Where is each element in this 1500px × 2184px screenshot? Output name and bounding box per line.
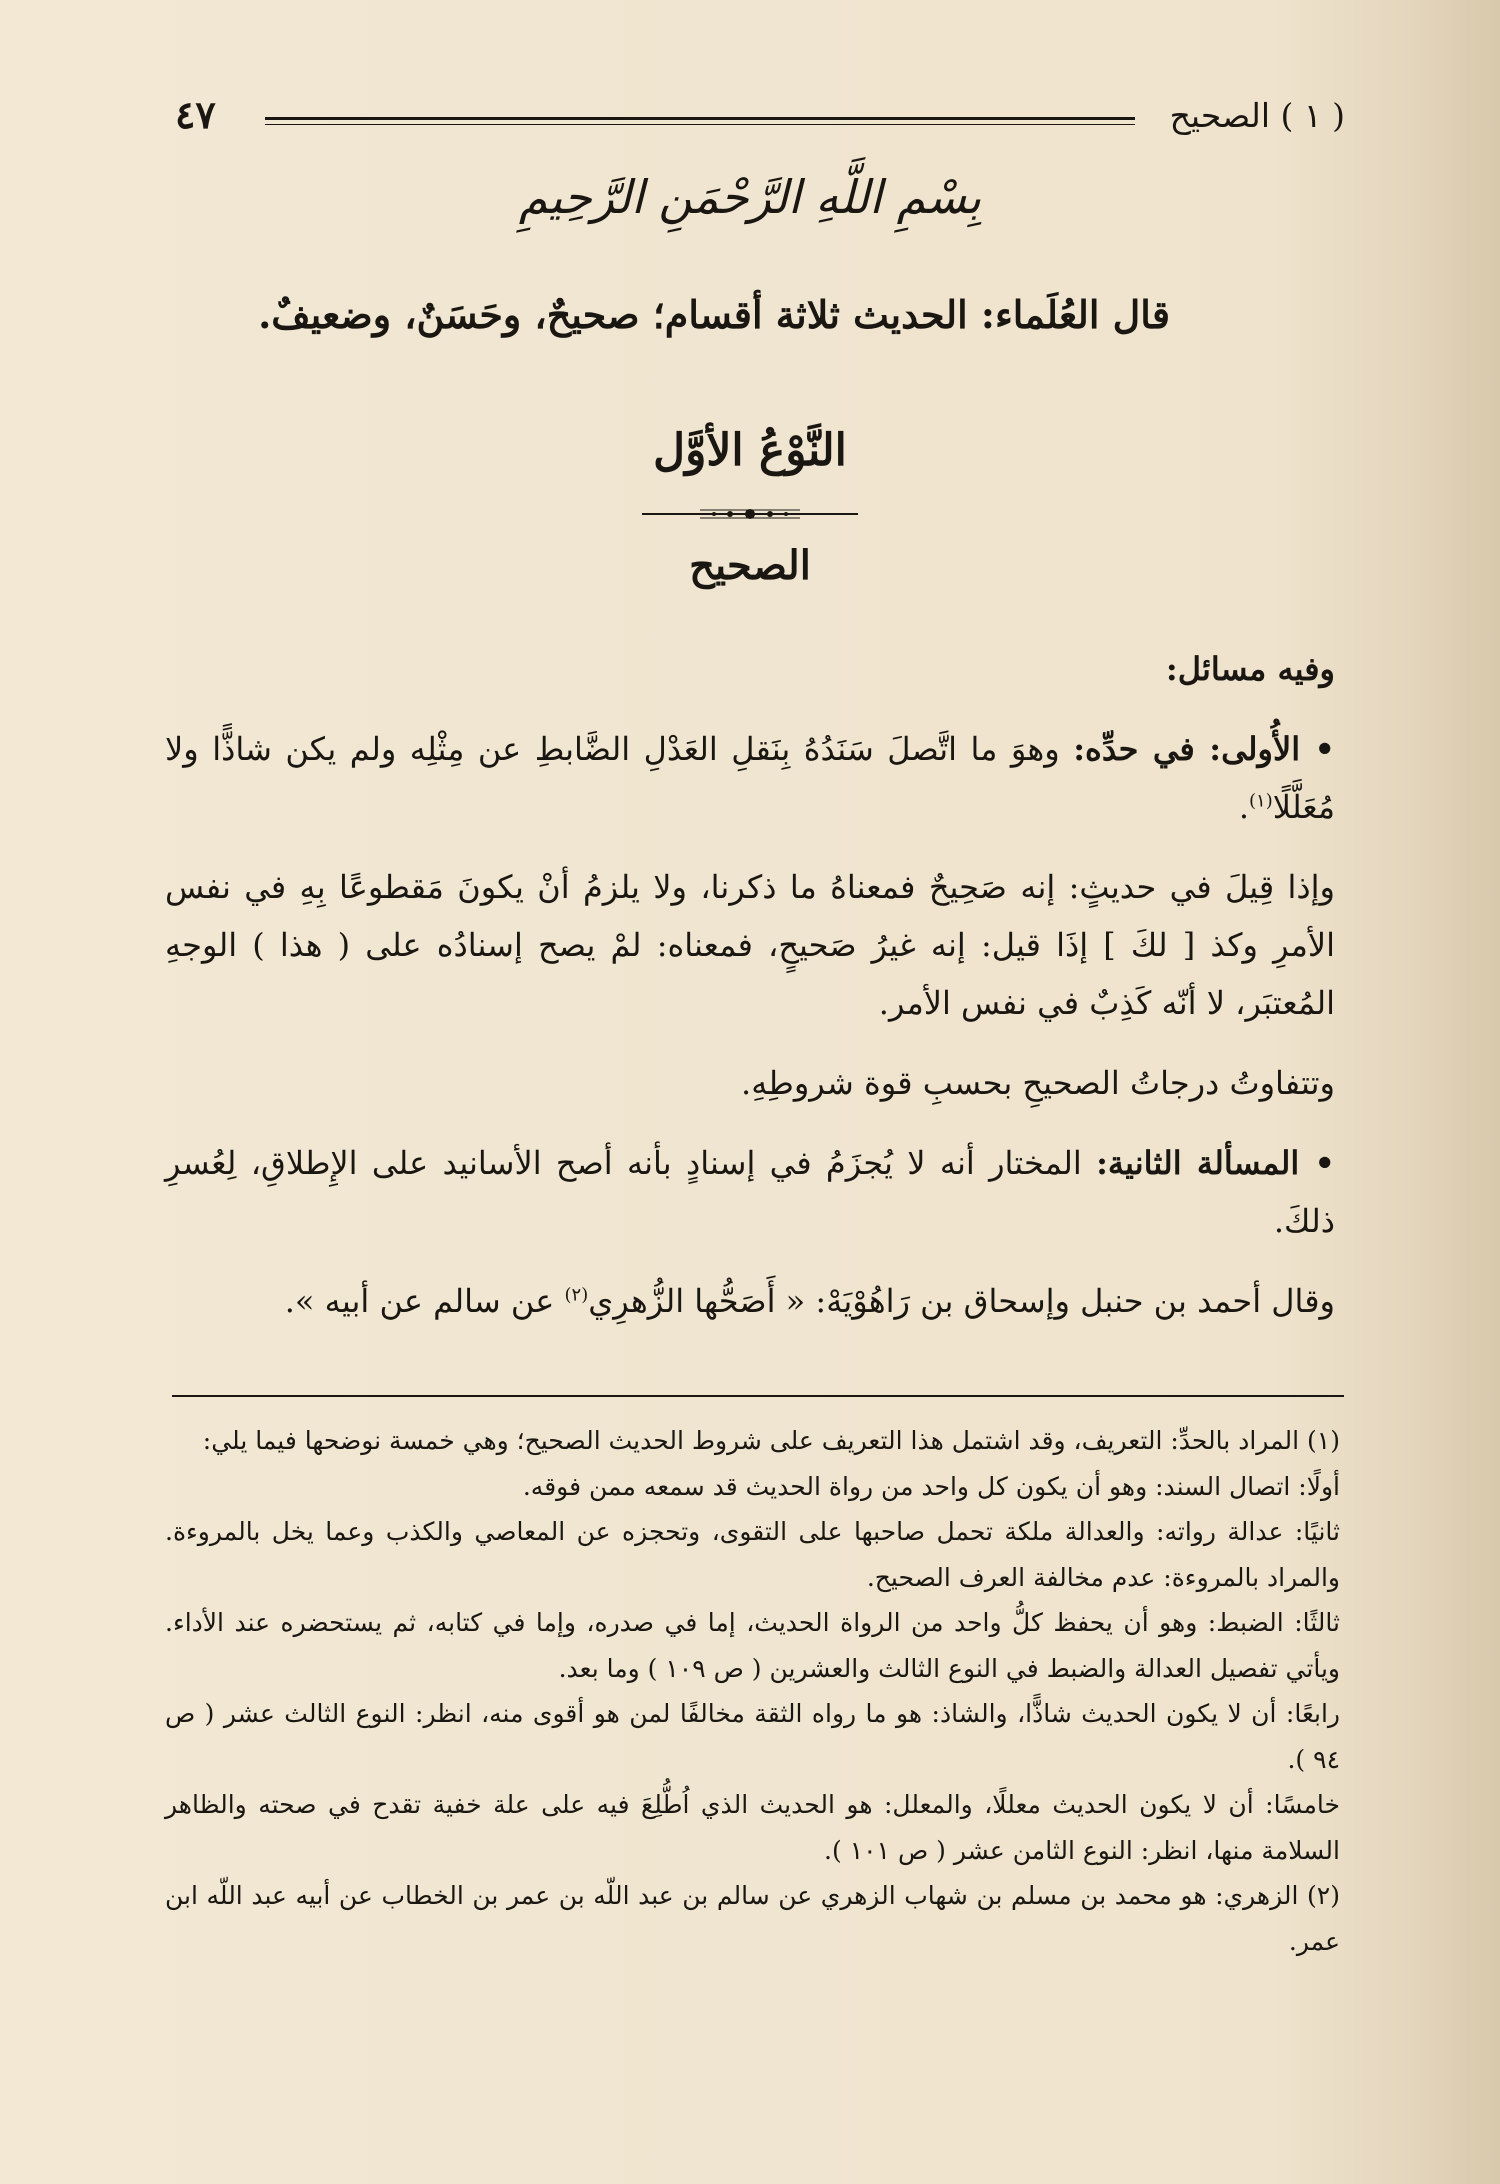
main-text [165, 640, 1335, 1352]
first-issue-text: وهوَ ما اتَّصلَ سَنَدُهُ بِنَقلِ العَدْلِ الضَّابطِ عن مِثْلِه ولم يكن شاذًّا ولا مُعَلَّلًا [165, 730, 1335, 826]
running-title: ( ١ ) الصحيح [1169, 96, 1345, 135]
footnote-1-fifth: خامسًا: أن لا يكون الحديث معللًا، والمعلل: هو الحديث الذي اُطُّلِعَ فيه على علة خفية تقدح في صحته والظاهر السلامة منها، انظر: النوع الثامن عشر ( ص ١٠١ ). [165, 1790, 1340, 1865]
footnote-1-fourth: رابعًا: أن لا يكون الحديث شاذًّا، والشاذ: هو ما رواه الثقة مخالفًا لمن هو أقوى منه، انظر: النوع الثالث عشر ( ص ٩٤ ). [165, 1699, 1340, 1774]
ornament-divider-icon [640, 502, 860, 526]
footnote-ref-1[interactable]: (١) [1249, 790, 1273, 812]
section-title: الصحيح [689, 542, 811, 589]
paragraph-degrees: وتتفاوتُ درجاتُ الصحيحِ بحسبِ قوة شروطِهِ. [741, 1064, 1335, 1102]
chapter-title: النَّوْعُ الأوَّل [653, 425, 847, 476]
footnote-1-first: أولًا: اتصال السند: وهو أن يكون كل واحد من رواة الحديث قد سمعه ممن فوقه. [522, 1471, 1340, 1501]
second-issue-label: • المسألة الثانية: [1096, 1144, 1336, 1182]
quote-text-b: عن سالم عن أبيه ». [284, 1282, 565, 1320]
first-issue-label: • الأُولى: في حدِّه: [1073, 730, 1335, 768]
paragraph-quote [165, 1272, 1335, 1330]
basmala: بِسْمِ اللَّهِ الرَّحْمَنِ الرَّحِيمِ [518, 170, 982, 224]
second-issue-text: المختار أنه لا يُجزَمُ في إسنادٍ بأنه أصح الأسانيد على الإِطلاقِ، لِعُسرِ ذلكَ. [165, 1144, 1335, 1240]
first-issue-end: . [1238, 788, 1249, 826]
page-number: ٤٧ [175, 92, 216, 137]
footnote-2: (٢) الزهري: هو محمد بن مسلم بن شهاب الزهري عن سالم بن عبد اللّه بن عمر بن الخطاب عن أبيه عبد اللّه ابن عمر. [165, 1881, 1340, 1956]
quote-text-a: وقال أحمد بن حنبل وإسحاق بن رَاهُوْيَهْ: « أَصَحُّها الزُّهرِي [588, 1282, 1335, 1320]
paragraph-second-issue [165, 1134, 1335, 1250]
paragraph-first-issue [165, 720, 1335, 836]
footnotes [165, 1418, 1340, 1964]
intro-issues: وفيه مسائل: [1165, 650, 1335, 688]
footnote-1: (١) المراد بالحدِّ: التعريف، وقد اشتمل هذا التعريف على شروط الحديث الصحيح؛ وهي خمسة نوضحها فيما يلي: [202, 1426, 1340, 1455]
page-header [175, 92, 1345, 148]
footnote-ref-2[interactable]: (٢) [564, 1284, 589, 1306]
paragraph-meaning: وإذا قِيلَ في حديثٍ: إنه صَحِيحٌ فمعناهُ ما ذكرنا، ولا يلزمُ أنْ يكونَ مَقطوعًا بِهِ في نفس الأمرِ وكذ [ لكَ ] إذَا قيل: إنه غيرُ صَحيحٍ، فمعناه: لمْ يصح إسنادُه على ( هذا ) الوجهِ المُعتبَر، لا أنّه كَذِبٌ في نفس الأمر. [165, 868, 1335, 1022]
footnote-1-second: ثانيًا: عدالة رواته: والعدالة ملكة تحمل صاحبها على التقوى، وتحجزه عن المعاصي والكذب وعما يخل بالمروءة. والمراد بالمروءة: عدم مخالفة العرف الصحيح. [165, 1517, 1340, 1592]
footnote-rule [172, 1395, 1344, 1397]
header-rule [265, 117, 1135, 125]
footnote-1-third: ثالثًا: الضبط: وهو أن يحفظ كلُّ واحد من الرواة الحديث، إما في صدره، وإما في كتابه، ثم يستحضره عند الأداء. ويأتي تفصيل العدالة والضبط في النوع الثالث والعشرين ( ص ١٠٩ ) وما بعد. [165, 1608, 1340, 1683]
intro-line: قال العُلَماء: الحديث ثلاثة أقسام؛ صحيحٌ، وحَسَنٌ، وضعيفٌ. [258, 292, 1170, 337]
